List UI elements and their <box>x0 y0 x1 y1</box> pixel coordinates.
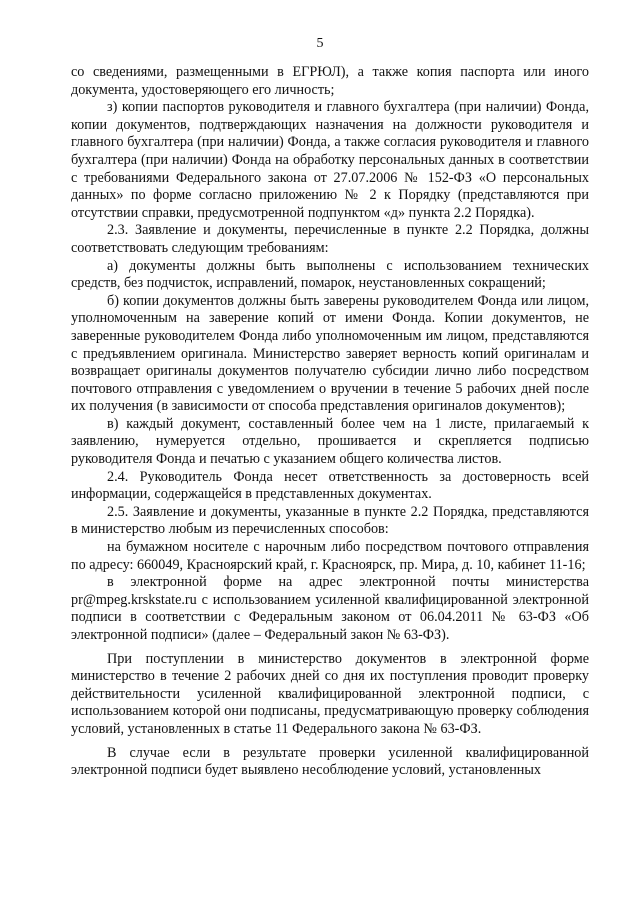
paragraph-2-4: 2.4. Руководитель Фонда несет ответственность за достоверность всей информации, содержащейся в представленных документах. <box>71 468 589 503</box>
document-body <box>71 64 589 780</box>
paragraph-item-z: з) копии паспортов руководителя и главного бухгалтера (при наличии) Фонда, копии документов, подтверждающих назначения на должности руководителя и главного бухгалтера (при наличии) Фонда, а также согласия руководителя и главного бухгалтера (при наличии) Фонда на обработку персональных данных в соответствии с требованиями Федерального закона от 27.07.2006 № 152-ФЗ «О персональных данных» по форме согласно приложению № 2 к Порядку (представляются при отсутствии справки, предусмотренной подпунктом «д» пункта 2.2 Порядка). <box>71 99 589 221</box>
paragraph-violation-case: В случае если в результате проверки усиленной квалифицированной электронной подписи будет выявлено несоблюдение условий, установленных <box>71 744 589 779</box>
paragraph-2-5: 2.5. Заявление и документы, указанные в пункте 2.2 Порядка, представляются в министерство любым из перечисленных способов: <box>71 503 589 538</box>
paragraph-item-b: б) копии документов должны быть заверены руководителем Фонда или лицом, уполномоченным на заверение копий от имени Фонда. Копии документов, не заверенные руководителем Фонда либо уполномоченным им лицом, представляются с предъявлением оригинала. Министерство заверяет верность копий оригиналам и возвращает оригиналы документов получателю субсидии лично либо посредством почтового отправления с уведомлением о вручении в течение 5 рабочих дней после их получения (в зависимости от способа представления оригиналов документов); <box>71 292 589 415</box>
paragraph-signature-check: При поступлении в министерство документов в электронной форме министерство в течение 2 рабочих дней со дня их поступления проводит проверку действительности усиленной квалифицированной электронной подписи, с использованием которой они подписаны, предусматривающую проверку соблюдения условий, установленных в статье 11 Федерального закона № 63-ФЗ. <box>71 650 589 737</box>
paragraph-electronic-submission: в электронной форме на адрес электронной почты министерства pr@mpeg.krskstate.ru с использованием усиленной квалифицированной электронной подписи в соответствии с Федеральным законом от 06.04.2011 № 63-ФЗ «Об электронной подписи» (далее – Федеральный закон № 63-ФЗ). <box>71 574 589 643</box>
paragraph-2-3: 2.3. Заявление и документы, перечисленные в пункте 2.2 Порядка, должны соответствовать следующим требованиям: <box>71 222 589 256</box>
paragraph-continuation: со сведениями, размещенными в ЕГРЮЛ), а также копия паспорта или иного документа, удостоверяющего его личность; <box>71 64 589 98</box>
paragraph-paper-submission: на бумажном носителе с нарочным либо посредством почтового отправления по адресу: 660049, Красноярский край, г. Красноярск, пр. Мира, д. 10, кабинет 11-16; <box>71 539 589 573</box>
paragraph-item-v: в) каждый документ, составленный более чем на 1 листе, прилагаемый к заявлению, нумеруется отдельно, прошивается и скрепляется подписью руководителя Фонда и печатью с указанием общего количества листов. <box>71 415 589 468</box>
paragraph-item-a: а) документы должны быть выполнены с использованием технических средств, без подчисток, исправлений, помарок, неустановленных сокращений; <box>71 257 589 292</box>
page-number: 5 <box>316 36 324 51</box>
